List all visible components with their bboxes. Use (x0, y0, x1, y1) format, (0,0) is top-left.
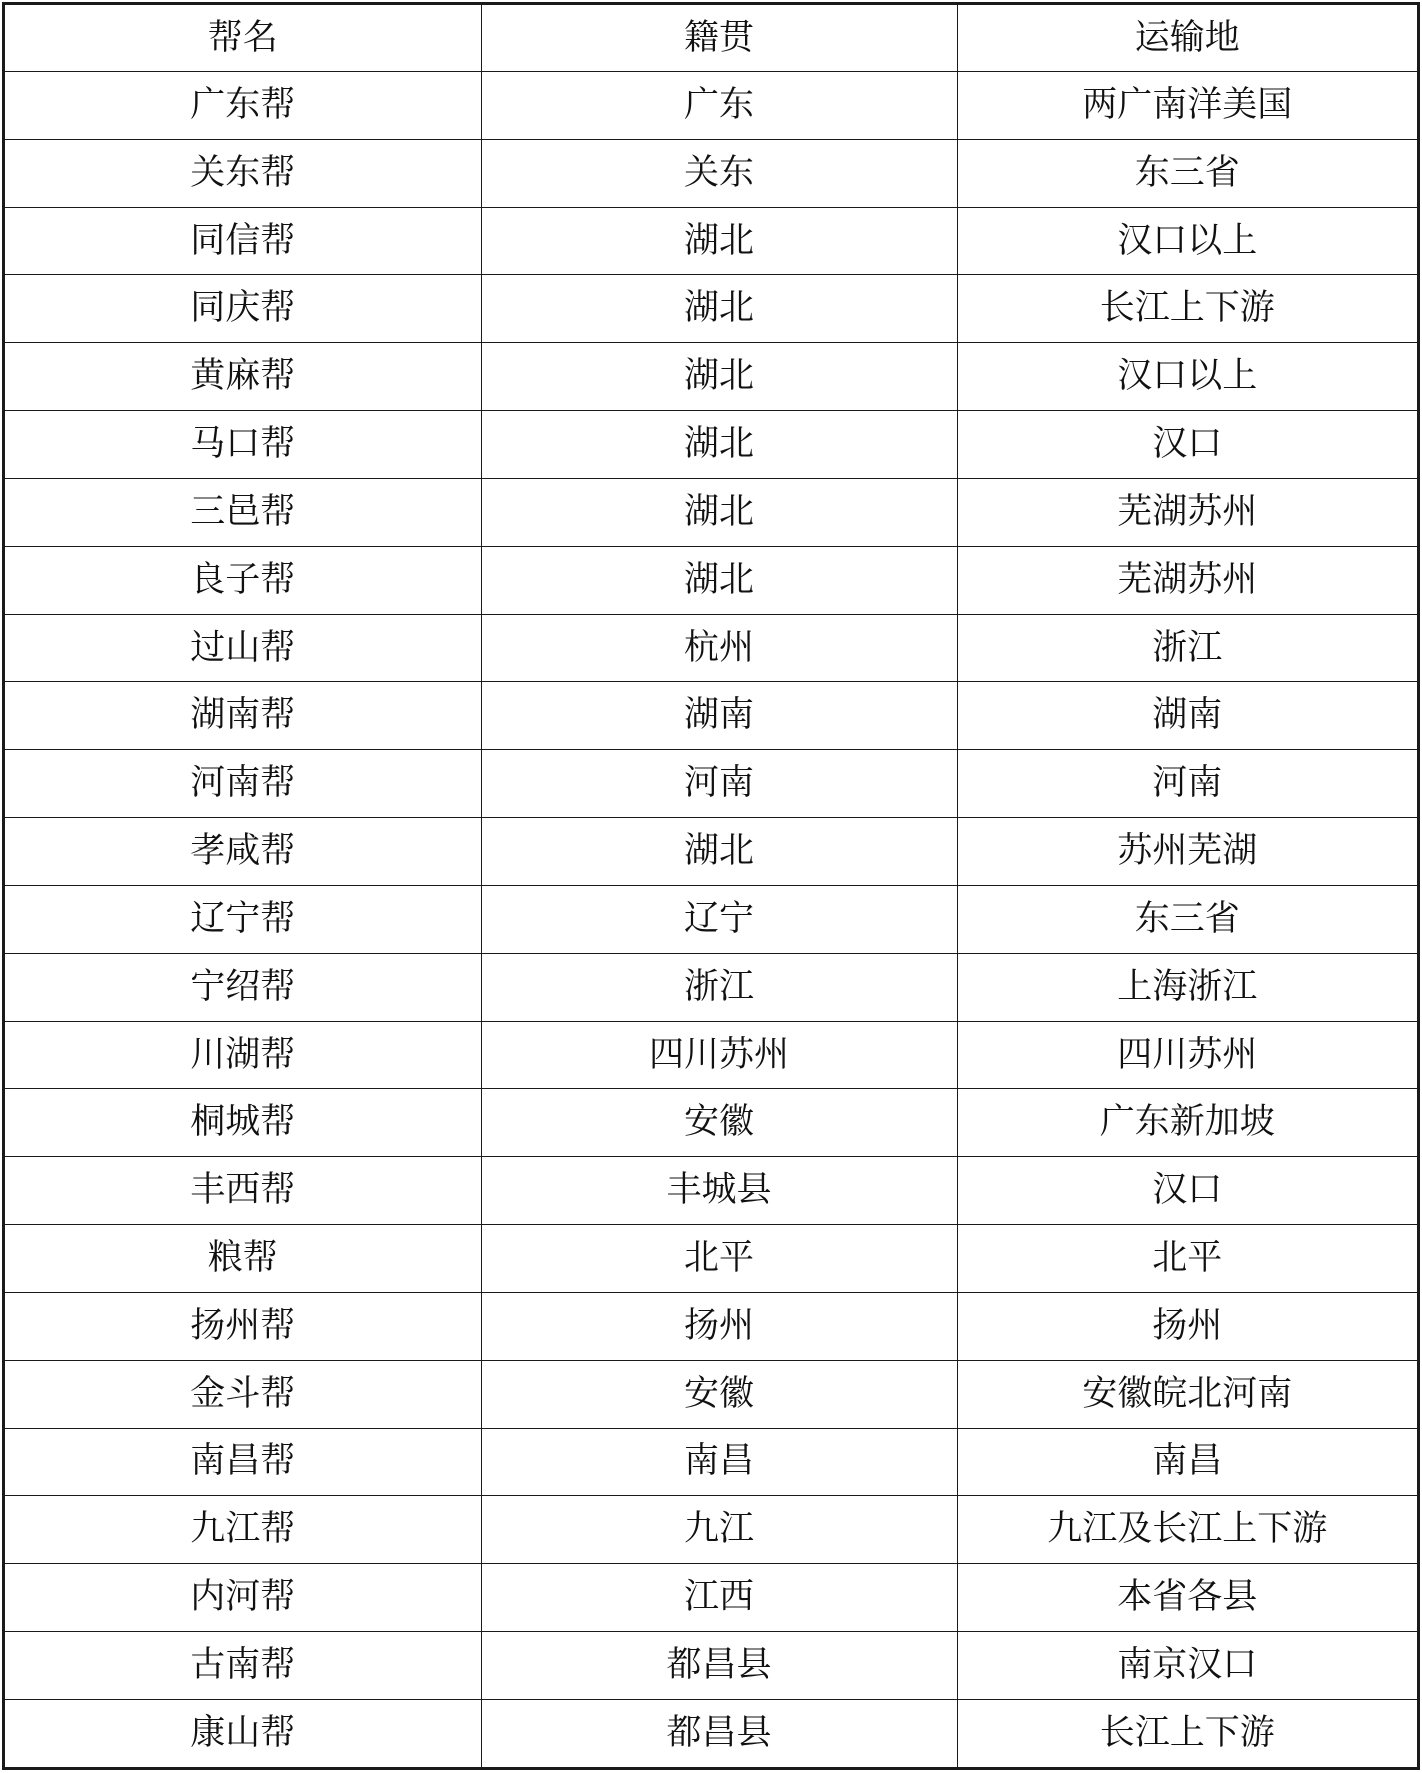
cell-origin: 关东 (481, 139, 957, 207)
guild-table (5, 5, 1417, 1767)
cell-origin: 湖北 (481, 207, 957, 275)
cell-guild-name: 桐城帮 (5, 1089, 481, 1157)
header-origin: 籍贯 (481, 5, 957, 72)
cell-guild-name: 湖南帮 (5, 682, 481, 750)
table-row (5, 275, 1417, 343)
cell-destination: 九江及长江上下游 (957, 1496, 1417, 1564)
header-transport-destination: 运输地 (957, 5, 1417, 72)
cell-destination: 四川苏州 (957, 1021, 1417, 1089)
cell-guild-name: 良子帮 (5, 546, 481, 614)
cell-guild-name: 黄麻帮 (5, 343, 481, 411)
cell-origin: 湖北 (481, 818, 957, 886)
cell-guild-name: 过山帮 (5, 614, 481, 682)
cell-guild-name: 内河帮 (5, 1564, 481, 1632)
table-row (5, 1021, 1417, 1089)
cell-guild-name: 同庆帮 (5, 275, 481, 343)
table-row (5, 139, 1417, 207)
cell-origin: 南昌 (481, 1428, 957, 1496)
cell-destination: 芜湖苏州 (957, 546, 1417, 614)
cell-destination: 安徽皖北河南 (957, 1360, 1417, 1428)
cell-destination: 东三省 (957, 885, 1417, 953)
table-row (5, 207, 1417, 275)
cell-destination: 湖南 (957, 682, 1417, 750)
table-row (5, 1564, 1417, 1632)
cell-guild-name: 宁绍帮 (5, 953, 481, 1021)
cell-guild-name: 同信帮 (5, 207, 481, 275)
table-row (5, 1292, 1417, 1360)
cell-guild-name: 古南帮 (5, 1632, 481, 1700)
table-row (5, 478, 1417, 546)
table-row (5, 1225, 1417, 1293)
table-row (5, 1157, 1417, 1225)
table-row (5, 411, 1417, 479)
cell-guild-name: 辽宁帮 (5, 885, 481, 953)
cell-guild-name: 广东帮 (5, 72, 481, 140)
cell-origin: 辽宁 (481, 885, 957, 953)
cell-origin: 湖南 (481, 682, 957, 750)
cell-destination: 南京汉口 (957, 1632, 1417, 1700)
cell-guild-name: 康山帮 (5, 1699, 481, 1767)
cell-guild-name: 马口帮 (5, 411, 481, 479)
table-row (5, 614, 1417, 682)
cell-origin: 湖北 (481, 546, 957, 614)
cell-origin: 九江 (481, 1496, 957, 1564)
table-row (5, 953, 1417, 1021)
cell-origin: 都昌县 (481, 1699, 957, 1767)
cell-destination: 浙江 (957, 614, 1417, 682)
cell-origin: 广东 (481, 72, 957, 140)
cell-destination: 扬州 (957, 1292, 1417, 1360)
cell-destination: 东三省 (957, 139, 1417, 207)
cell-destination: 本省各县 (957, 1564, 1417, 1632)
cell-destination: 南昌 (957, 1428, 1417, 1496)
cell-origin: 江西 (481, 1564, 957, 1632)
table-row (5, 750, 1417, 818)
cell-destination: 苏州芜湖 (957, 818, 1417, 886)
table-row (5, 885, 1417, 953)
cell-origin: 安徽 (481, 1360, 957, 1428)
cell-destination: 上海浙江 (957, 953, 1417, 1021)
cell-guild-name: 关东帮 (5, 139, 481, 207)
cell-guild-name: 九江帮 (5, 1496, 481, 1564)
table-row (5, 72, 1417, 140)
cell-origin: 安徽 (481, 1089, 957, 1157)
cell-origin: 湖北 (481, 478, 957, 546)
table-row (5, 1360, 1417, 1428)
cell-destination: 芜湖苏州 (957, 478, 1417, 546)
cell-destination: 汉口以上 (957, 207, 1417, 275)
table-row (5, 682, 1417, 750)
cell-origin: 杭州 (481, 614, 957, 682)
cell-origin: 湖北 (481, 275, 957, 343)
cell-origin: 北平 (481, 1225, 957, 1293)
header-guild-name: 帮名 (5, 5, 481, 72)
cell-destination: 北平 (957, 1225, 1417, 1293)
cell-guild-name: 丰西帮 (5, 1157, 481, 1225)
cell-guild-name: 三邑帮 (5, 478, 481, 546)
table-row (5, 1699, 1417, 1767)
cell-origin: 丰城县 (481, 1157, 957, 1225)
cell-destination: 河南 (957, 750, 1417, 818)
cell-origin: 河南 (481, 750, 957, 818)
cell-guild-name: 河南帮 (5, 750, 481, 818)
table-row (5, 1496, 1417, 1564)
cell-destination: 汉口 (957, 1157, 1417, 1225)
cell-destination: 汉口以上 (957, 343, 1417, 411)
guild-table-container (2, 2, 1420, 1770)
cell-guild-name: 粮帮 (5, 1225, 481, 1293)
cell-destination: 汉口 (957, 411, 1417, 479)
cell-origin: 四川苏州 (481, 1021, 957, 1089)
cell-origin: 湖北 (481, 343, 957, 411)
table-row (5, 1089, 1417, 1157)
cell-origin: 浙江 (481, 953, 957, 1021)
table-row (5, 343, 1417, 411)
cell-origin: 扬州 (481, 1292, 957, 1360)
cell-destination: 长江上下游 (957, 275, 1417, 343)
cell-guild-name: 川湖帮 (5, 1021, 481, 1089)
cell-guild-name: 南昌帮 (5, 1428, 481, 1496)
table-body (5, 72, 1417, 1768)
cell-destination: 长江上下游 (957, 1699, 1417, 1767)
table-row (5, 818, 1417, 886)
cell-guild-name: 孝咸帮 (5, 818, 481, 886)
cell-origin: 湖北 (481, 411, 957, 479)
table-row (5, 1632, 1417, 1700)
table-header-row (5, 5, 1417, 72)
cell-destination: 两广南洋美国 (957, 72, 1417, 140)
cell-origin: 都昌县 (481, 1632, 957, 1700)
cell-destination: 广东新加坡 (957, 1089, 1417, 1157)
cell-guild-name: 金斗帮 (5, 1360, 481, 1428)
table-row (5, 546, 1417, 614)
table-row (5, 1428, 1417, 1496)
cell-guild-name: 扬州帮 (5, 1292, 481, 1360)
